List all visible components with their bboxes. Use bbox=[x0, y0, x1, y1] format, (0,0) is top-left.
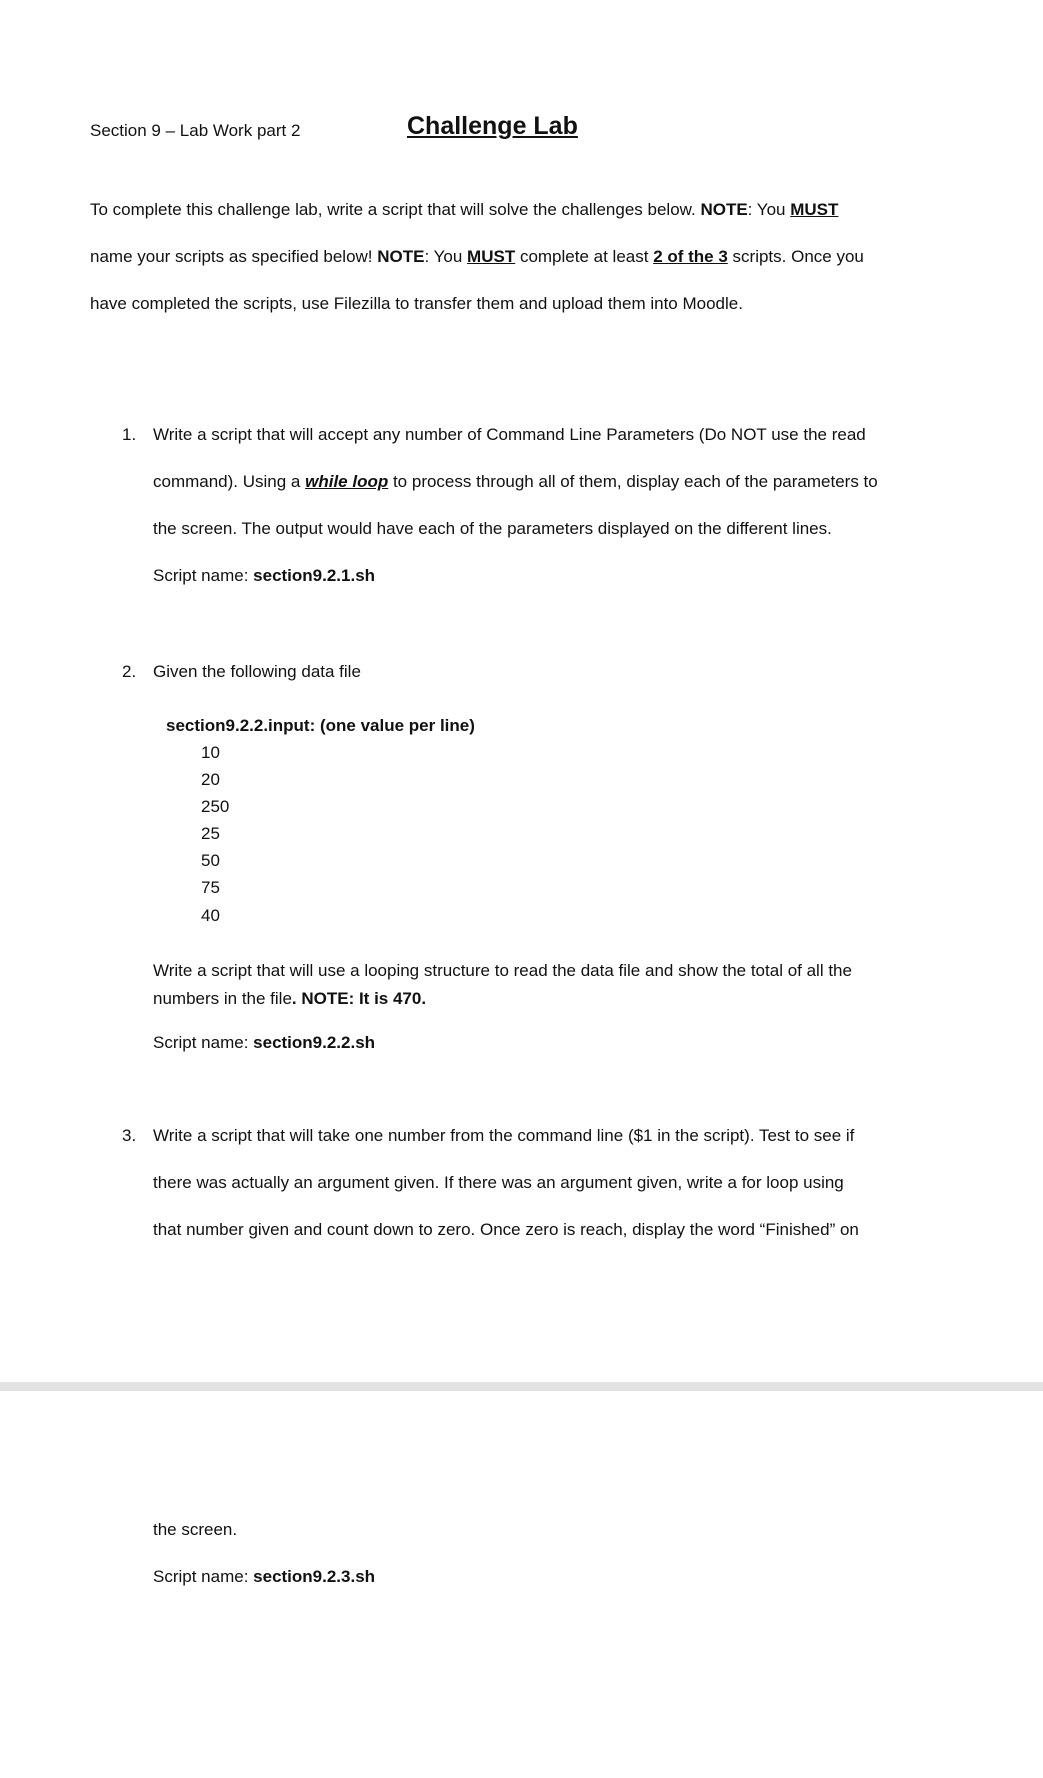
data-value: 75 bbox=[201, 878, 220, 897]
item-2-script: Script name: section9.2.2.sh bbox=[153, 1033, 376, 1052]
data-value: 40 bbox=[201, 906, 220, 925]
data-value: 10 bbox=[201, 743, 220, 762]
item-2-line-1: Given the following data file bbox=[153, 662, 361, 681]
item-3-line-4: the screen. bbox=[153, 1520, 238, 1539]
item-3-script: Script name: section9.2.3.sh bbox=[153, 1567, 376, 1586]
item-1-number: 1. bbox=[122, 425, 137, 444]
data-value: 25 bbox=[201, 824, 220, 843]
item-3-line-3: that number given and count down to zero. Once zero is reach, display the word “Finished” on bbox=[153, 1220, 859, 1239]
item-2-desc-2: numbers in the file. NOTE: It is 470. bbox=[153, 989, 427, 1008]
page-2 bbox=[0, 1391, 1043, 1778]
item-1-line-2: command). Using a while loop to process through all of them, display each of the parameters to bbox=[153, 472, 878, 491]
item-1-line-3: the screen. The output would have each of the parameters displayed on the different lines. bbox=[153, 519, 832, 538]
item-1-line-1: Write a script that will accept any number of Command Line Parameters (Do NOT use the read bbox=[153, 425, 866, 444]
section-label: Section 9 – Lab Work part 2 bbox=[90, 121, 301, 140]
item-3-line-2: there was actually an argument given. If there was an argument given, write a for loop using bbox=[153, 1173, 844, 1192]
item-3-line-1: Write a script that will take one number from the command line ($1 in the script). Test to see if bbox=[153, 1126, 855, 1145]
intro-line-1: To complete this challenge lab, write a script that will solve the challenges below. NOTE: You MUST bbox=[90, 200, 839, 219]
item-1-script: Script name: section9.2.1.sh bbox=[153, 566, 376, 585]
page-title: Challenge Lab bbox=[407, 112, 578, 140]
data-value: 50 bbox=[201, 851, 220, 870]
data-value: 20 bbox=[201, 770, 220, 789]
item-2-desc-1: Write a script that will use a looping structure to read the data file and show the total of all the bbox=[153, 961, 852, 980]
data-value: 250 bbox=[201, 797, 230, 816]
item-2-number: 2. bbox=[122, 662, 137, 681]
intro-line-2: name your scripts as specified below! NOTE: You MUST complete at least 2 of the 3 scripts. Once you bbox=[90, 247, 864, 266]
data-file-heading: section9.2.2.input: (one value per line) bbox=[166, 716, 475, 735]
intro-line-3: have completed the scripts, use Filezilla to transfer them and upload them into Moodle. bbox=[90, 294, 743, 313]
page-break bbox=[0, 1382, 1043, 1391]
item-3-number: 3. bbox=[122, 1126, 137, 1145]
